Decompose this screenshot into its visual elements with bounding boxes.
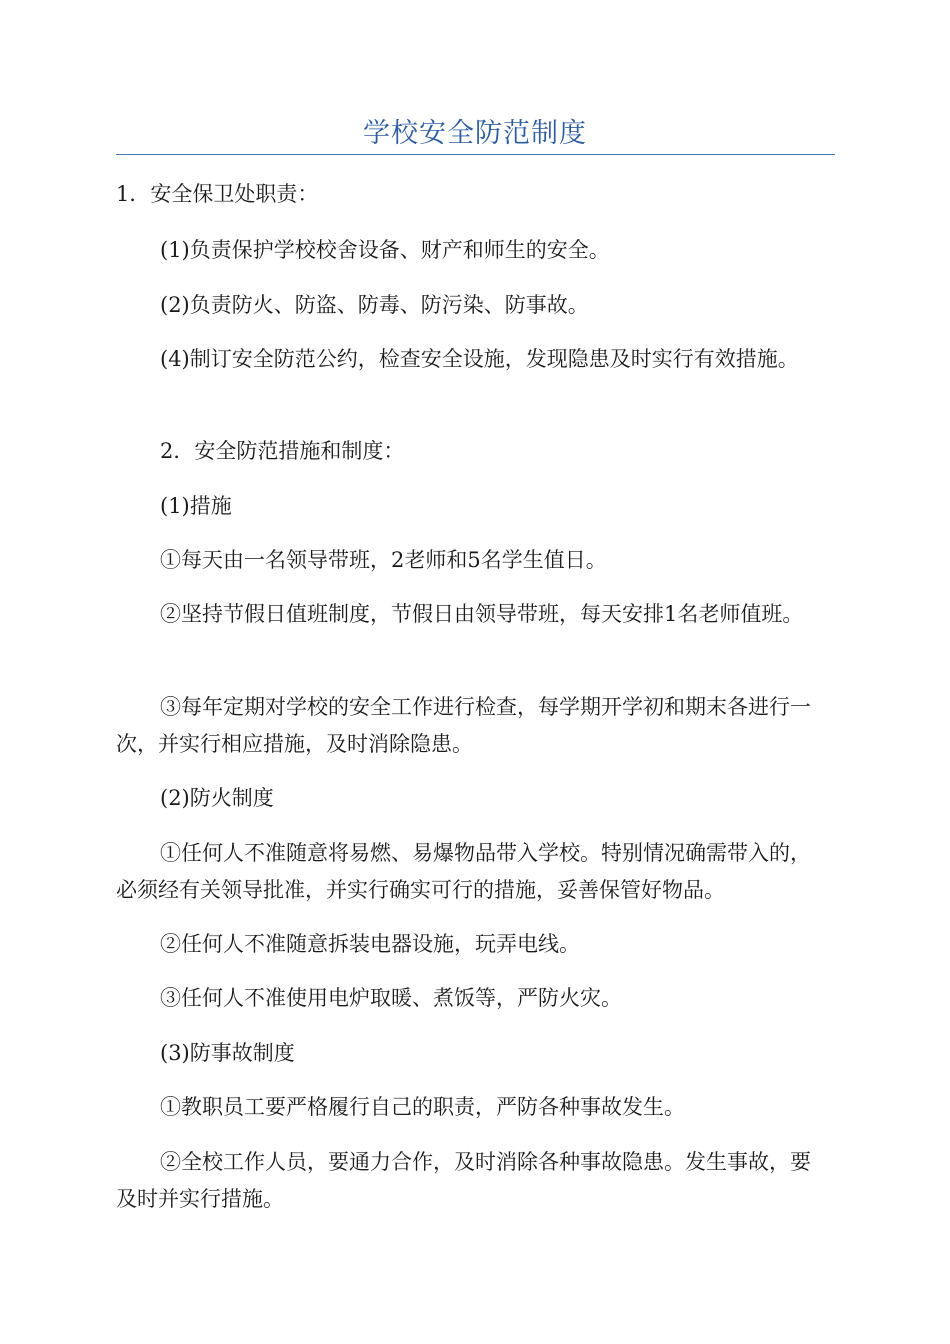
paragraph-section-1-heading: 1．安全保卫处职责： [116, 182, 319, 206]
paragraph-measures-heading: (1)措施 [160, 494, 232, 518]
paragraph-section-2-heading: 2．安全防范措施和制度： [160, 439, 405, 463]
paragraph-accident-heading: (3)防事故制度 [160, 1041, 295, 1065]
paragraph-accident-1: ①教职员工要严格履行自己的职责，严防各种事故发生。 [160, 1095, 685, 1119]
paragraph-measure-3: ③每年定期对学校的安全工作进行检查，每学期开学初和期末各进行一次，并实行相应措施，及时消除隐患。 [116, 695, 811, 756]
paragraph-duty-1: (1)负责保护学校校舍设备、财产和师生的安全。 [160, 238, 610, 262]
paragraph-duty-2: (2)负责防火、防盗、防毒、防污染、防事故。 [160, 293, 589, 317]
paragraph-measure-1: ①每天由一名领导带班，2老师和5名学生值日。 [160, 548, 607, 572]
paragraph-fire-2: ②任何人不准随意拆装电器设施，玩弄电线。 [160, 932, 580, 956]
document-title: 学校安全防范制度 [363, 118, 587, 149]
paragraph-duty-4: (4)制订安全防范公约，检查安全设施，发现隐患及时实行有效措施。 [160, 347, 799, 371]
paragraph-measure-2: ②坚持节假日值班制度，节假日由领导带班，每天安排1名老师值班。 [160, 602, 804, 626]
paragraph-fire-1: ①任何人不准随意将易燃、易爆物品带入学校。特别情况确需带入的，必须经有关领导批准，并实行确实可行的措施，妥善保管好物品。 [116, 841, 811, 902]
paragraph-accident-2: ②全校工作人员，要通力合作，及时消除各种事故隐患。发生事故，要及时并实行措施。 [116, 1150, 811, 1211]
paragraph-fire-heading: (2)防火制度 [160, 786, 274, 810]
title-underline [116, 154, 835, 155]
paragraph-fire-3: ③任何人不准使用电炉取暖、煮饭等，严防火灾。 [160, 986, 622, 1010]
